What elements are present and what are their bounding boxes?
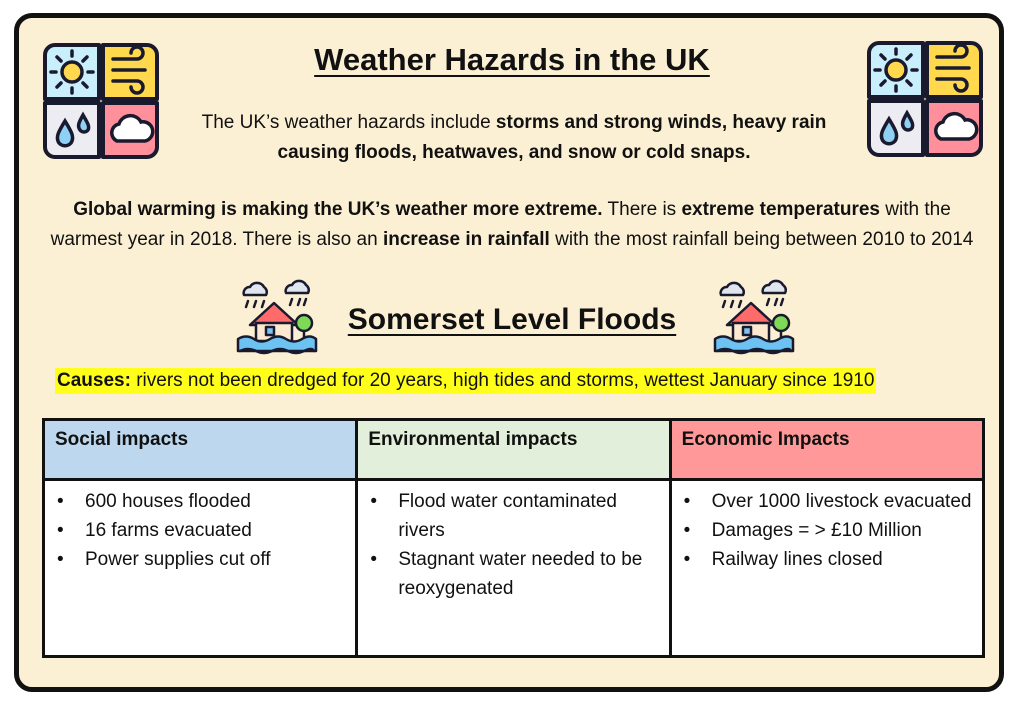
warming-highlight: increase in rainfall bbox=[382, 229, 550, 250]
intro-hazards: storms and strong winds, heavy rain causing floods, heatwaves, and snow or cold snaps. bbox=[277, 112, 827, 163]
intro-text: The UK’s weather hazards include bbox=[201, 112, 496, 133]
impacts-table bbox=[42, 418, 985, 658]
environmental-impacts-header: Environmental impacts bbox=[357, 420, 670, 480]
list-item: • Flood water contaminated rivers bbox=[398, 487, 660, 545]
list-item: • Railway lines closed bbox=[712, 545, 974, 574]
social-impacts-list bbox=[55, 487, 347, 574]
causes-text: rivers not been dredged for 20 years, high tides and storms, wettest January since 1910 bbox=[130, 370, 875, 391]
intro-paragraph bbox=[190, 108, 838, 168]
economic-impacts-list bbox=[682, 487, 974, 574]
economic-impacts-header: Economic Impacts bbox=[670, 420, 983, 480]
causes-label: Causes: bbox=[57, 370, 131, 391]
warming-highlight: extreme temperatures bbox=[681, 199, 880, 220]
economic-impacts-cell bbox=[670, 480, 983, 657]
impacts-header-row bbox=[44, 420, 984, 480]
list-item: • Stagnant water needed to be reoxygenated bbox=[398, 545, 660, 603]
causes-line bbox=[55, 368, 876, 394]
warming-statement: Global warming is making the UK’s weather more extreme. bbox=[73, 199, 603, 220]
list-item: • Power supplies cut off bbox=[85, 545, 347, 574]
impacts-body-row bbox=[44, 480, 984, 657]
list-item: • 16 farms evacuated bbox=[85, 516, 347, 545]
list-item: • Over 1000 livestock evacuated bbox=[712, 487, 974, 516]
environmental-impacts-cell bbox=[357, 480, 670, 657]
warming-text: with the warmest year in 2018. There is also an bbox=[50, 199, 951, 250]
warming-text: There is bbox=[602, 199, 682, 220]
case-study-title: Somerset Level Floods bbox=[347, 303, 677, 336]
global-warming-paragraph bbox=[40, 195, 984, 255]
list-item: • 600 houses flooded bbox=[85, 487, 347, 516]
list-item: • Damages = > £10 Million bbox=[712, 516, 974, 545]
page-title: Weather Hazards in the UK bbox=[314, 42, 710, 77]
warming-text: with the most rainfall being between 2010 to 2014 bbox=[549, 229, 974, 250]
social-impacts-header: Social impacts bbox=[44, 420, 357, 480]
social-impacts-cell bbox=[44, 480, 357, 657]
environmental-impacts-list bbox=[368, 487, 660, 603]
